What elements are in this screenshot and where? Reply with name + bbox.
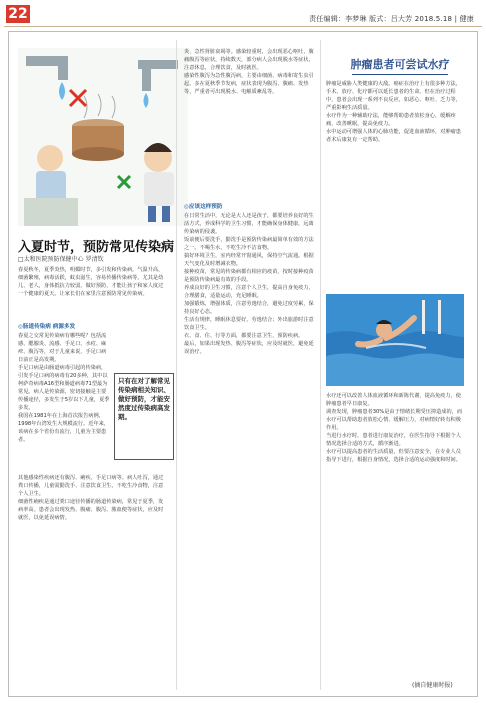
sidebar-title-underline — [352, 74, 448, 75]
sidebar-text-1: 肿瘤是威胁人类健康的大敌。癌症在治疗上有很多种方法，手术、放疗、化疗都可以延长患者的生命。但在治疗过程中，患者会出现一系列不良反应，如恶心、呕吐、乏力等，严重影响生活质量。 水疗作为一种辅助疗法，能够帮助患者放松身心，缓解疼痛，改善睡眠，提高免疫力。 水中运动可增强人体的心肺功能，促进血液循环，对肿瘤患者术后康复有一定帮助。 — [326, 81, 461, 143]
column2-text: 炎、急性肾脏衰竭等。感染较重时，会出现恶心呕吐、腹痛腹泻等症状，持续数天，部分病人会出现脱水等症状，注意休息，合理饮食，及时就医。 感染性腹泻为急性腹泻病，主要由细菌、病毒和寄生虫引起。多在夏秋季节发病，症状表现为腹泻、腹痛、发热等，严重者可出现脱水、电解质紊乱等。 — [184, 49, 314, 95]
article-illustration — [18, 48, 188, 226]
sidebar-source: (摘自健康时报) — [412, 682, 453, 689]
article-intro: 春夏秋冬，夏季炎热，明媚时节，多引发和传染病。气温升高，细菌繁殖，病毒活跃，蚊虫滋生，容易传播传染病等。尤其是幼儿、老人，身体抵抗力较弱，做好预防，才能让孩子和家人度过一个健康的夏天。让家长们在家里注意预防常见传染病。 — [18, 267, 164, 297]
section2-text: 在日常生活中，无论是大人还是孩子，都要培养良好的生活方式，养成科学的卫生习惯，才能确保身体健康，远离传染病的侵袭。 饭前便后要洗手，勤洗手是预防传染病最简单有效的方法之一。不喝生水，不吃生冷不洁食物。 搞好环境卫生，室内经常开窗通风，保持空气流通。根据天气变化及时增减衣物。 接种疫苗，常见的传染病都有相应的疫苗，按时接种疫苗是预防传染病最有效的手段。 养成良好的卫生习惯，注意个人卫生，提高自身免疫力，合理膳食，适量运动，充足睡眠。 加强锻炼，增强体质，注意劳逸结合，避免过度劳累，保持良好心态。 生活有规律，睡眠休息要好，劳逸结合；外出旅游时注意饮食卫生。 衣、食、住、行等方面，都要注意卫生，预防疾病。 最后，如果出现发热、腹泻等症状，应及时就医，避免延误治疗。 — [184, 213, 314, 355]
pull-quote: 只有在对了解常见传染病相关知识、做好预防，才能安然度过传染病高发期。 — [114, 373, 174, 460]
sidebar-text-2: 水疗还可以改善人体血液循环和新陈代谢，提高免疫力，使肿瘤患者早日康复。 调查发现，肿瘤患者30%是由于情绪长期受压抑造成的，而水疗可以帮助患者放松心情、缓解压力，对病情好转有积极作用。 当进行水疗时，患者进行康复治疗，在医生指导下根据个人情况选择合适的方式，循序渐进。 水疗可以提高患者的生活质量，但要注意安全，在专业人员指导下进行，根据自身情况，选择合适的运动强度和时间。 — [326, 393, 463, 463]
section1-heading: ◎肠道传染病 病源多发 — [18, 324, 76, 330]
header-info: 责任编辑：李梦琳 版式：吕大芳 2018.5.18 | 健康 — [309, 15, 474, 23]
page-number: 22 — [6, 5, 30, 23]
swimming-photo — [326, 294, 464, 386]
article-title: 入夏时节，预防常见传染病 — [18, 240, 175, 255]
section2-heading: ◎应该这样预防 — [184, 204, 223, 210]
sidebar-title: 肿瘤患者可尝试水疗 — [350, 58, 450, 71]
column-divider — [176, 40, 177, 690]
column-divider — [320, 40, 321, 690]
header-rule — [4, 26, 482, 27]
section1-text: 春夏之交常见传染病有哪些呢？包括流感、腮腺炎、流感、手足口、水痘、麻疹、腹泻等，对于儿童来说，手足口病日前正是高发期。 手足口病是由肠道病毒引起的传染病，引发手足口病的病毒有20多种，其中以柯萨奇病毒A16型和肠道病毒71型最为常见。病人是传染源，密切接触是主要传播途径，多发生于5岁以下儿童，夏季多发。 我国在1981年在上海首次报告病例，1998年台湾发生大规模流行。近年来，该病在多个省份有流行，儿童为主要患者。 — [18, 333, 110, 443]
article-byline: □太和医院预防保健中心 罗清钦 — [18, 256, 104, 263]
section1-text-2: 其他感染性疾病还有腹泻、痢疾、手足口病等。病人吐泻，通过粪口传播，儿童需勤洗手、注意饮食卫生，不吃生冷食物，注意个人卫生。 细菌性痢疾是通过粪口途径传播的肠道传染病，常见于夏季，发病率高。患者会出现发热、腹痛、腹泻、脓血便等症状，应及时就医，以免延误病情。 — [18, 475, 164, 521]
